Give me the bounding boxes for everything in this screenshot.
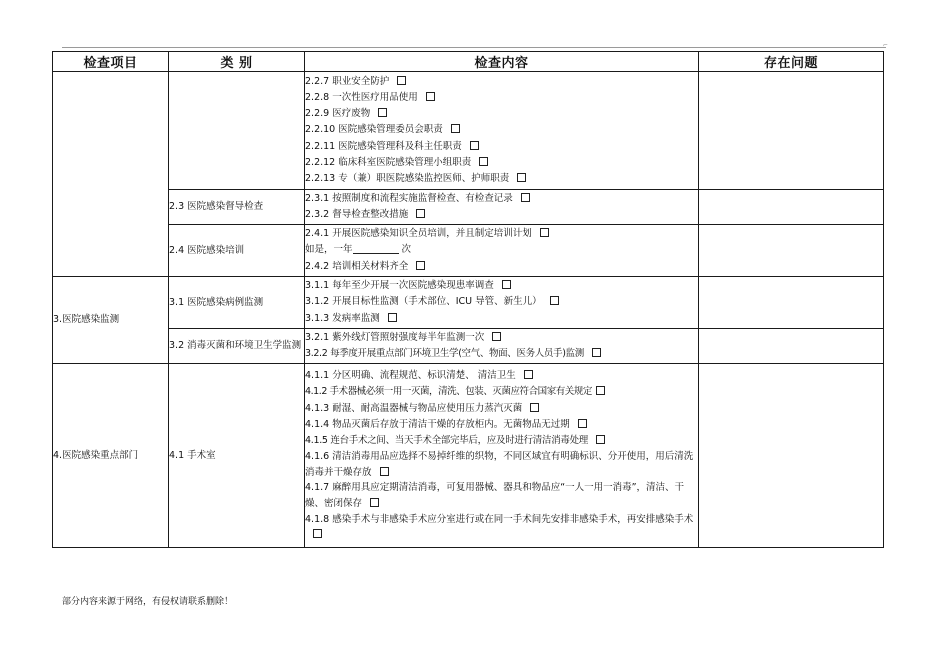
issue-cell[interactable]: [699, 72, 884, 190]
content-line: 2.4.1 开展医院感染知识全员培训，并且制定培训计划: [305, 226, 698, 242]
empty-checkbox-icon[interactable]: [378, 108, 387, 117]
content-line: 3.2.2 每季度开展重点部门环境卫生学(空气、物面、医务人员手)监测: [305, 346, 698, 362]
content-line: 2.2.13 专（兼）职医院感染监控医师、护师职责: [305, 171, 698, 187]
empty-checkbox-icon[interactable]: [517, 173, 526, 182]
content-line: 4.1.5 连台手术之间、当天手术全部完毕后，应及时进行清洁消毒处理: [305, 433, 698, 449]
content-line: 4.1.3 耐湿、耐高温器械与物品应使用压力蒸汽灭菌: [305, 401, 698, 417]
content-cell: [305, 277, 699, 329]
content-line: 3.2.1 紫外线灯管照射强度每半年监测一次: [305, 330, 698, 346]
item-cell-3: 3.医院感染监测: [53, 277, 169, 364]
content-line: 如是，一年 次: [305, 244, 412, 256]
content-line: 4.1.6 清洁消毒用品应选择不易掉纤维的织物，不同区域宜有明确标识、分开使用，用后清洗消毒并干燥存放: [305, 451, 694, 478]
footer-disclaimer: 部分内容来源于网络，有侵权请联系删除！: [62, 597, 234, 607]
empty-checkbox-icon[interactable]: [596, 435, 605, 444]
content-cell: [305, 364, 699, 548]
empty-checkbox-icon[interactable]: [596, 386, 605, 395]
content-line: 2.2.8 一次性医疗用品使用: [305, 90, 698, 106]
empty-checkbox-icon[interactable]: [416, 261, 425, 270]
content-line: 4.1.1 分区明确、流程规范、标识清楚、 清洁卫生: [305, 368, 698, 384]
empty-checkbox-icon[interactable]: [550, 296, 559, 305]
table-row: [53, 190, 884, 225]
content-line: 2.2.12 临床科室医院感染管理小组职责: [305, 155, 698, 171]
content-line: 4.1.7 麻醉用具应定期清洁消毒，可复用器械、器具和物品应“一人一用一消毒”，清洁、干燥、密闭保存: [305, 482, 685, 509]
empty-checkbox-icon[interactable]: [470, 141, 479, 150]
empty-checkbox-icon[interactable]: [540, 228, 549, 237]
issue-cell[interactable]: [699, 225, 884, 277]
content-line: 2.3.1 按照制度和流程实施监督检查、有检查记录: [305, 191, 698, 207]
content-cell: [305, 329, 699, 364]
corner-mark: ⌐: [883, 42, 889, 49]
inspection-table: [52, 51, 884, 548]
empty-checkbox-icon[interactable]: [592, 348, 601, 357]
content-line: 4.1.2 手术器械必须一用一灭菌，清洗、包装、灭菌应符合国家有关规定: [305, 384, 698, 400]
empty-checkbox-icon[interactable]: [380, 467, 389, 476]
table-row: [53, 329, 884, 364]
empty-checkbox-icon[interactable]: [524, 370, 533, 379]
content-line: 3.1.3 发病率监测: [305, 311, 698, 327]
header-issue: 存在问题: [699, 52, 884, 72]
content-line: 4.1.4 物品灭菌后存放于清洁干燥的存放柜内。无菌物品无过期: [305, 417, 698, 433]
header-content: 检查内容: [305, 52, 699, 72]
content-line: 4.1.8 感染手术与非感染手术应分室进行或在同一手术间先安排非感染手术，再安排感染手术: [305, 512, 698, 543]
content-line: 3.1.2 开展目标性监测（手术部位、ICU 导管、新生儿）: [305, 294, 698, 310]
empty-checkbox-icon[interactable]: [388, 313, 397, 322]
table-header-row: [53, 52, 884, 72]
content-line: 2.2.10 医院感染管理委员会职责: [305, 122, 698, 138]
content-line: 2.2.7 职业安全防护: [305, 74, 698, 90]
empty-checkbox-icon[interactable]: [313, 529, 322, 538]
content-line: 2.4.2 培训相关材料齐全: [305, 259, 698, 275]
empty-checkbox-icon[interactable]: [530, 403, 539, 412]
content-line: 2.2.9 医疗废物: [305, 106, 698, 122]
empty-checkbox-icon[interactable]: [492, 332, 501, 341]
category-cell: 3.2 消毒灭菌和环境卫生学监测: [169, 329, 305, 364]
item-cell-2: [53, 72, 169, 277]
category-cell: [169, 72, 305, 190]
table-row: [53, 277, 884, 329]
category-cell: 4.1 手术室: [169, 364, 305, 548]
header-item: 检查项目: [53, 52, 169, 72]
content-cell: [305, 72, 699, 190]
table-row: [53, 72, 884, 190]
empty-checkbox-icon[interactable]: [578, 419, 587, 428]
table-row: [53, 364, 884, 548]
empty-checkbox-icon[interactable]: [451, 124, 460, 133]
issue-cell[interactable]: [699, 329, 884, 364]
empty-checkbox-icon[interactable]: [370, 498, 379, 507]
fill-in-blank[interactable]: [353, 243, 399, 254]
content-line: 3.1.1 每年至少开展一次医院感染现患率调查: [305, 278, 698, 294]
category-cell: 3.1 医院感染病例监测: [169, 277, 305, 329]
header-rule: [62, 47, 886, 48]
issue-cell[interactable]: [699, 190, 884, 225]
content-line: 2.2.11 医院感染管理科及科主任职责: [305, 139, 698, 155]
category-cell: 2.4 医院感染培训: [169, 225, 305, 277]
issue-cell[interactable]: [699, 277, 884, 329]
empty-checkbox-icon[interactable]: [426, 92, 435, 101]
content-cell: [305, 225, 699, 277]
table-row: [53, 225, 884, 277]
header-category: 类 别: [169, 52, 305, 72]
issue-cell[interactable]: [699, 364, 884, 548]
content-cell: [305, 190, 699, 225]
empty-checkbox-icon[interactable]: [397, 76, 406, 85]
content-line: 2.3.2 督导检查整改措施: [305, 207, 698, 223]
empty-checkbox-icon[interactable]: [502, 280, 511, 289]
empty-checkbox-icon[interactable]: [416, 209, 425, 218]
category-cell: 2.3 医院感染督导检查: [169, 190, 305, 225]
item-cell-4: 4.医院感染重点部门: [53, 364, 169, 548]
empty-checkbox-icon[interactable]: [479, 157, 488, 166]
empty-checkbox-icon[interactable]: [521, 193, 530, 202]
